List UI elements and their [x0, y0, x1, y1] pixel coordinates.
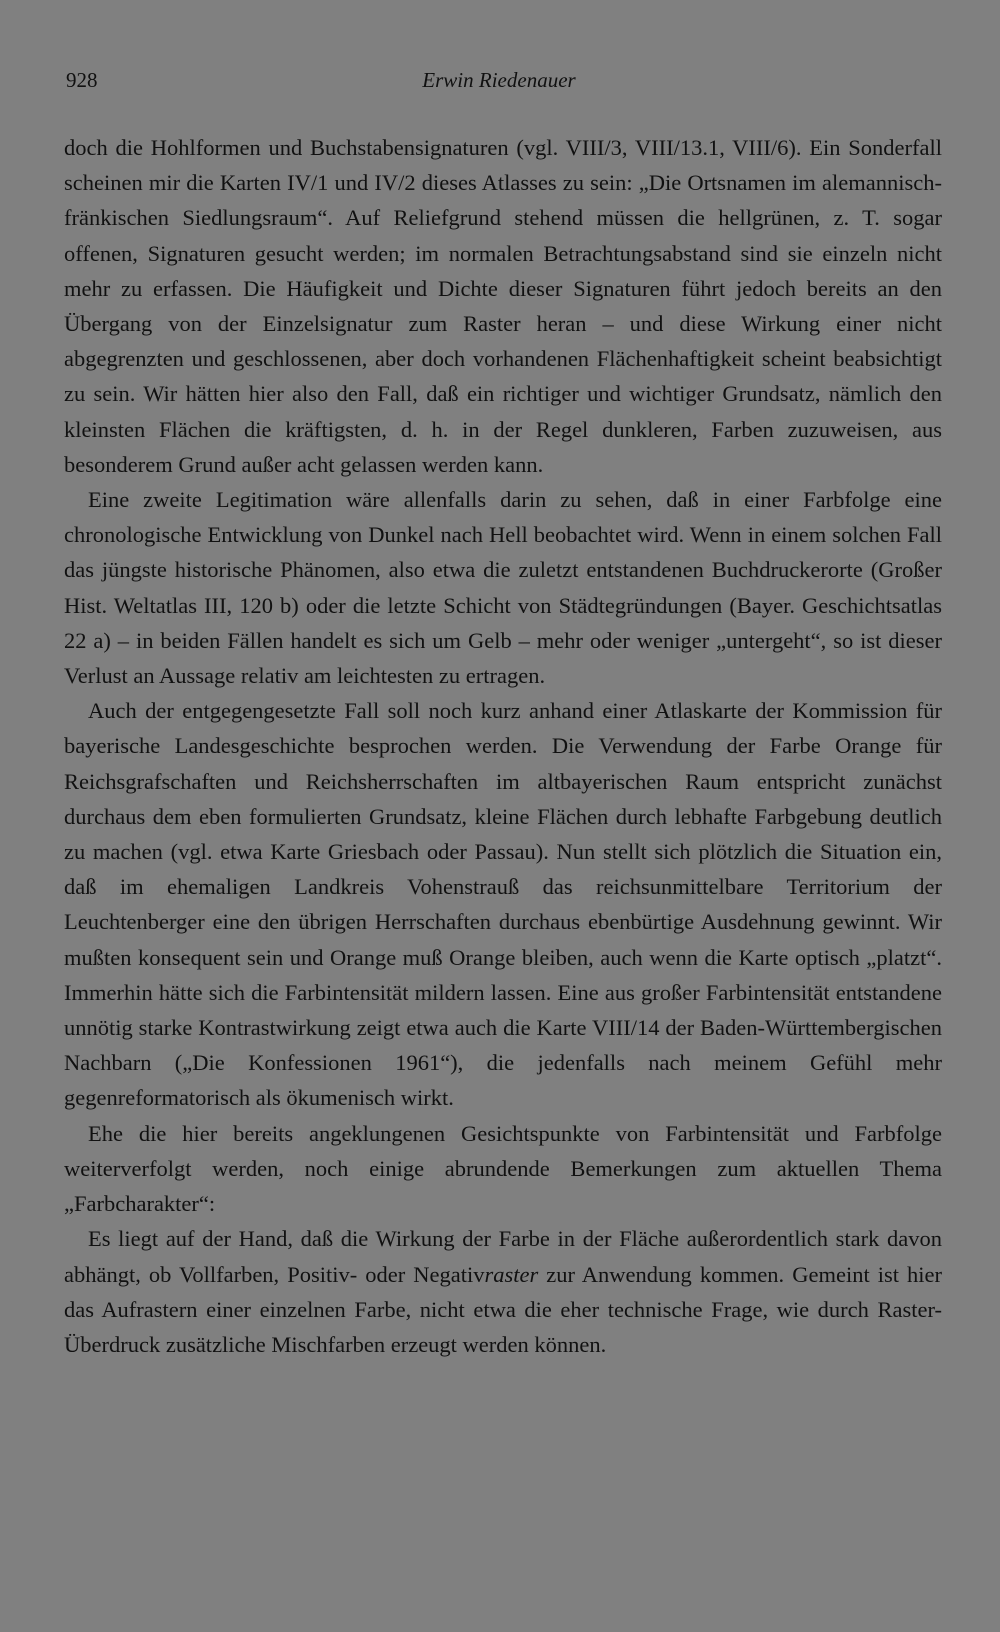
paragraph-1: doch die Hohlformen und Buchstabensignaturen (vgl. VIII/3, VIII/13.1, VIII/6). Ein Sonderfall scheinen mir die Karten IV/1 und IV/2 dieses Atlasses zu sein: „Die Ortsnamen im alemannisch-fränkischen Siedlungsraum“. Auf Reliefgrund stehend müssen die hellgrünen, z. T. sogar offenen, Signaturen gesucht werden; im normalen Betrachtungsabstand sind sie einzeln nicht mehr zu erfassen. Die Häufigkeit und Dichte dieser Signaturen führt jedoch bereits an den Übergang von der Einzelsignatur zum Raster heran – und diese Wirkung einer nicht abgegrenzten und geschlossenen, aber doch vorhandenen Flächenhaftigkeit scheint beabsichtigt zu sein. Wir hätten hier also den Fall, daß ein richtiger und wichtiger Grundsatz, nämlich den kleinsten Flächen die kräftigsten, d. h. in der Regel dunkleren, Farben zuzuweisen, aus besonderem Grund außer acht gelassen werden kann. — [64, 135, 942, 477]
paragraph-4: Ehe die hier bereits angeklungenen Gesichtspunkte von Farbintensität und Farbfolge weiterverfolgt werden, noch einige abrundende Bemerkungen zum aktuellen Thema „Farbcharakter“: — [64, 1120, 942, 1217]
page-number: 928 — [66, 68, 98, 92]
paragraph-5-text-after: zur Anwendung kommen. Gemeint ist hier das Aufrastern einer einzelnen Farbe, nicht etwa die eher technische Frage, wie durch Raster-Überdruck zusätzliche Mischfarben erzeugt werden können. — [64, 1261, 942, 1357]
paragraph-5 — [64, 1221, 942, 1362]
running-head — [66, 68, 932, 98]
paragraph-5-text-before: Es liegt auf der Hand, daß die Wirkung der Farbe in der Fläche außerordentlich stark davon abhängt, ob Vollfarben, Positiv- oder Negativ — [64, 1226, 942, 1287]
paragraph-3: Auch der entgegengesetzte Fall soll noch kurz anhand einer Atlaskarte der Kommission für bayerische Landesgeschichte besprochen werden. Die Verwendung der Farbe Orange für Reichsgrafschaften und Reichsherrschaften im altbayerischen Raum entspricht zunächst durchaus dem eben formulierten Grundsatz, kleine Flächen durch lebhafte Farbgebung deutlich zu machen (vgl. etwa Karte Griesbach oder Passau). Nun stellt sich plötzlich die Situation ein, daß im ehemaligen Landkreis Vohenstrauß das reichsunmittelbare Territorium der Leuchtenberger eine den übrigen Herrschaften durchaus ebenbürtige Ausdehnung gewinnt. Wir mußten konsequent sein und Orange muß Orange bleiben, auch wenn die Karte optisch „platzt“. Immerhin hätte sich die Farbintensität mildern lassen. Eine aus großer Farbintensität entstandene unnötig starke Kontrastwirkung zeigt etwa auch die Karte VIII/14 der Baden-Württembergischen Nachbarn („Die Konfessionen 1961“), die jedenfalls nach meinem Gefühl mehr gegenreformatorisch als ökumenisch wirkt. — [64, 698, 942, 1111]
running-head-author: Erwin Riedenauer — [422, 68, 576, 92]
paragraph-5-italic-word: raster — [484, 1261, 539, 1287]
paragraph-2: Eine zweite Legitimation wäre allenfalls darin zu sehen, daß in einer Farbfolge eine chronologische Entwicklung von Dunkel nach Hell beobachtet wird. Wenn in einem solchen Fall das jüngste historische Phänomen, also etwa die zuletzt entstandenen Buchdruckerorte (Großer Hist. Weltatlas III, 120 b) oder die letzte Schicht von Städtegründungen (Bayer. Geschichtsatlas 22 a) – in beiden Fällen handelt es sich um Gelb – mehr oder weniger „untergeht“, so ist dieser Verlust an Aussage relativ am leichtesten zu ertragen. — [64, 487, 942, 689]
body-text — [64, 130, 942, 1362]
